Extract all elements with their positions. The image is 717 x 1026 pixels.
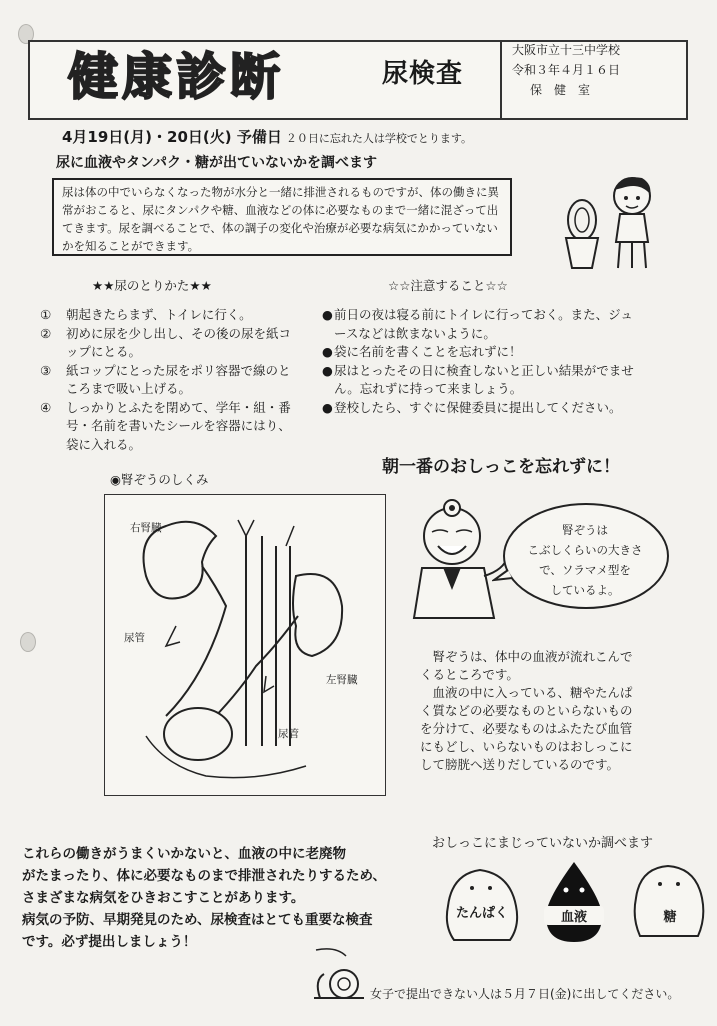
caution-item: ● 尿はとったその日に検査しないと正しい結果がでません。忘れずに持って来ましょう。	[322, 362, 634, 396]
school-name: 大阪市立十三中学校	[512, 43, 621, 57]
protein-label: たんぱく	[455, 906, 508, 921]
left-kidney-label: 左腎臓	[326, 674, 358, 686]
blood-label: 血液	[544, 906, 604, 925]
ureter-label-right: 尿管	[278, 728, 299, 740]
purpose-heading: 尿に血液やタンパク・糖が出ていないかを調べます	[56, 155, 378, 171]
page-title: 健康診断	[68, 48, 284, 106]
morning-slogan: 朝一番のおしっこを忘れずに！	[382, 457, 620, 477]
steps-list	[40, 306, 302, 454]
caution-item: ● 前日の夜は寝る前にトイレに行っておく。また、ジュースなどは飲まないように。	[322, 307, 633, 341]
exam-dates-note: ２０日に忘れた人は学校でとります。	[285, 132, 472, 145]
diagram-heading: ◉腎ぞうのしくみ	[110, 472, 209, 487]
ureter-label-left: 尿管	[124, 632, 145, 644]
punch-hole-middle	[20, 632, 36, 652]
speech-bubble-text: 腎ぞうは こぶしくらいの大きさ で、ソラマメ型を しているよ。	[527, 523, 643, 597]
office-name: 保 健 室	[530, 83, 591, 97]
exam-dates-text: 4月19日(月)・20日(火) 予備日	[62, 128, 282, 146]
bottom-message: これらの働きがうまくいかないと、血液の中に老廃物 がたまったり、体に必要なものまで排泄されたりするため、 さまざまな病気をひきおこすことがあります。 病気の予防、早期発見のため、尿検査はとても重要な検査 です。必ず提出しましょう！	[22, 846, 386, 950]
step-item: ④ しっかりとふたを閉めて、学年・組・番号・名前を書いたシールを容器にはり、袋に入れる。	[40, 399, 291, 452]
page-subtitle: 尿検査	[382, 59, 464, 89]
intro-text: 尿は体の中でいらなくなった物が水分と一緒に排泄されるものですが、体の働きに異常がおこると、尿にタンパクや糖、血液などの体に必要なものまで一緒に混ざって出てきます。尿を調べることで、体の調子の変化や治療が必要な病気にかかっていないかを知ることができます。	[62, 185, 499, 253]
sugar-label: 糖	[663, 910, 677, 925]
blood-drop-icon	[538, 860, 610, 944]
sugar-blob-icon	[628, 862, 710, 942]
cautions-list	[322, 306, 644, 417]
intro-box	[52, 178, 512, 256]
caution-item: ● 登校したら、すぐに保健委員に提出してください。	[322, 399, 622, 415]
cautions-heading: ☆☆注意すること☆☆	[388, 278, 508, 293]
kidney-diagram-illustration	[106, 496, 384, 794]
header-divider	[500, 40, 502, 120]
school-info	[512, 40, 682, 100]
kidney-explanation: 腎ぞうは、体中の血液が流れこんでくるところです。 血液の中に入っている、糖やたんぱく質などの必要なものといらないものを分けて、必要なものはふたたび血管にもどし、いらないものはおしっこにして膀胱へ送りだしているのです。	[420, 649, 633, 772]
footer-note: 女子で提出できない人は５月７日(金)に出してください。	[370, 987, 680, 1001]
exam-dates	[62, 126, 472, 147]
snail-icon	[306, 946, 368, 1002]
step-item: ① 朝起きたらまず、トイレに行く。	[40, 307, 252, 322]
issue-date: 令和３年４月１６日	[512, 63, 621, 77]
right-kidney-label: 右腎臓	[130, 522, 162, 534]
caution-item: ● 袋に名前を書くことを忘れずに！	[322, 344, 522, 359]
steps-heading: ★★尿のとりかた★★	[92, 278, 212, 293]
step-item: ③ 紙コップにとった尿をポリ容器で線のところまで吸い上げる。	[40, 362, 291, 396]
step-item: ② 初めに尿を少し出し、その後の尿を紙コップにとる。	[40, 325, 292, 359]
check-banner: おしっこにまじっていないか調べます	[432, 836, 654, 851]
boy-toilet-illustration	[552, 172, 662, 272]
